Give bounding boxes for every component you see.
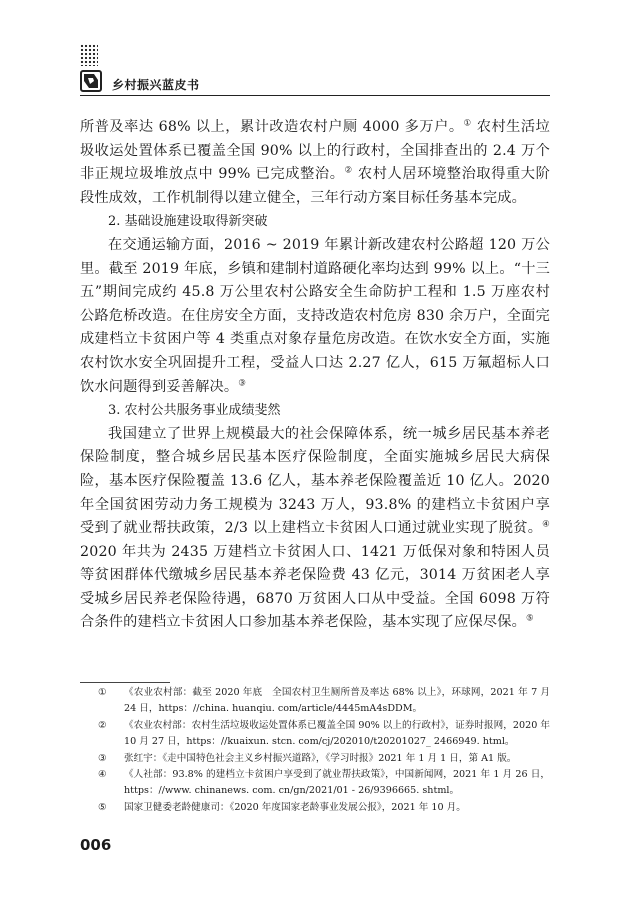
footnote-item: ① 《农业农村部：截至 2020 年底 全国农村卫生厕所普及率达 68% 以上》，环球网，2021 年 7 月 24 日，https：//china. huanqiu. com/article/4445mA4sDDM。 [98, 687, 550, 715]
footnote-item: ③ 张红宇：《走中国特色社会主义乡村振兴道路》，《学习时报》2021 年 1 月 1 日，第 A1 版。 [98, 751, 550, 767]
footnote-ref[interactable]: ② [344, 165, 353, 176]
footnote-ref[interactable]: ④ [542, 519, 550, 530]
dot-pattern-icon [80, 44, 98, 66]
paragraph: 所普及率达 68% 以上，累计改造农村户厕 4000 多万户。① 农村生活垃圾收运处置体系已覆盖全国 90% 以上的行政村，全国排查出的 2.4 万个非正规垃圾堆放点中 99% 已完成整治。② 农村人居环境整治取得重大阶段性成效，工作机制得以建立健全，三年行动方案目标任务基本完成。 [80, 118, 551, 206]
footnote-ref[interactable]: ⑤ [526, 613, 534, 624]
section-heading: 3. 农村公共服务事业成绩斐然 [108, 403, 281, 419]
footnote-number: ⑤ [98, 801, 107, 813]
book-title: 乡村振兴蓝皮书 [112, 78, 200, 92]
main-text [80, 116, 550, 635]
header-rule [80, 95, 550, 96]
footnote-rule [80, 682, 170, 683]
bookmark-logo-icon [80, 70, 102, 92]
footnote-number: ② [98, 719, 107, 731]
footnote-item: ② 《农业农村部：农村生活垃圾收运处置体系已覆盖全国 90% 以上的行政村》，证券时报网，2020 年 10 月 27 日，https：//kuaixun. stcn. com/cj/202010/t20201027_ 2466949. html。 [98, 719, 550, 748]
footnote-ref[interactable]: ① [463, 118, 472, 129]
paragraph: 我国建立了世界上规模最大的社会保障体系，统一城乡居民基本养老保险制度，整合城乡居民基本医疗保险制度，全面实施城乡居民大病保险，基本医疗保险覆盖 13.6 亿人，基本养老保险覆盖近 10 亿人。2020 年全国贫困劳动力务工规模为 3243 万人，93.8% 的建档立卡贫困户享受到了就业帮扶政策，2/3 以上建档立卡贫困人口通过就业实现了脱贫。④ 2020 年共为 2435 万建档立卡贫困人口、1421 万低保对象和特困人员等贫困群体代缴城乡居民基本养老保险费 43 亿元，3014 万贫困老人享受城乡居民养老保险待遇，6870 万贫困人口从中受益。全国 6098 万符合条件的建档立卡贫困人口参加基本养老保险，基本实现了应保尽保。⑤ [80, 425, 550, 631]
paragraph: 在交通运输方面，2016 ~ 2019 年累计新改建农村公路超 120 万公里。截至 2019 年底，乡镇和建制村道路硬化率均达到 99% 以上。“十三五”期间完成约 45.8 万公里农村公路安全生命防护工程和 1.5 万座农村公路危桥改造。在住房安全方面，支持改造农村危房 830 余万户，全面完成建档立卡贫困户等 4 类重点对象存量危房改造。在饮水安全方面，实施农村饮水安全巩固提升工程，受益人口达 2.27 亿人，615 万氟超标人口饮水问题得到妥善解决。③ [80, 236, 550, 395]
section-heading: 2. 基础设施建设取得新突破 [108, 214, 268, 230]
footnote-number: ① [98, 687, 107, 698]
footnotes [98, 685, 550, 816]
footnote-number: ③ [98, 752, 107, 764]
footnote-ref[interactable]: ③ [238, 377, 247, 388]
running-header [80, 44, 550, 104]
footnote-number: ④ [98, 769, 107, 781]
page-number: 006 [80, 836, 112, 854]
footnote-item: ⑤ 国家卫健委老龄健康司：《2020 年度国家老龄事业发展公报》，2021 年 10 月。 [98, 800, 550, 816]
footnote-item: ④ 《人社部：93.8% 的建档立卡贫困户享受到了就业帮扶政策》，中国新闻网，2021 年 1 月 26 日，https：//www. chinanews. com. cn/gn/2021/01 - 26/9396665. shtml。 [98, 769, 550, 797]
